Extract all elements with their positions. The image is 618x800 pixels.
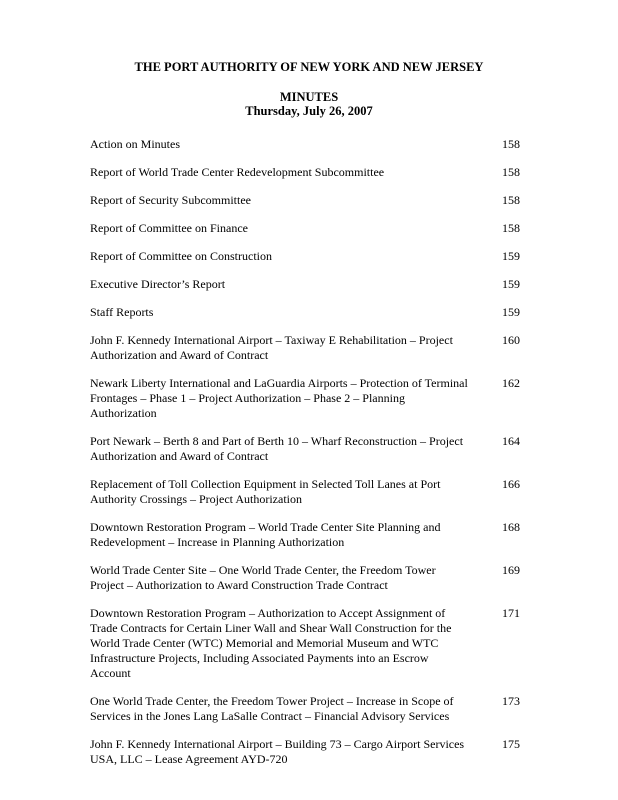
- toc-entry-title: Downtown Restoration Program – Authorization to Accept Assignment of Trade Contracts for Certain Liner Wall and Shear Wall Construction for the World Trade Center (WTC) Memorial and Memorial Museum and WTC Infrastructure Projects, Including Associated Payments into an Escrow Account: [90, 606, 452, 680]
- toc-entry-title: John F. Kennedy International Airport – Building 73 – Cargo Airport Services USA, LLC – Lease Agreement AYD-720: [90, 737, 465, 766]
- toc-entry-title: Executive Director’s Report: [90, 277, 226, 291]
- toc-entry-page: 159: [502, 305, 520, 319]
- toc-entry: [90, 434, 520, 464]
- toc-entry-page: 158: [502, 165, 520, 179]
- section-title: MINUTES: [279, 90, 339, 104]
- toc-entry: [90, 305, 520, 320]
- toc-entry-title: Staff Reports: [90, 305, 154, 319]
- toc-entry-page: 158: [502, 137, 520, 151]
- organization-title: THE PORT AUTHORITY OF NEW YORK AND NEW JERSEY: [134, 60, 484, 74]
- toc-entry-title: Port Newark – Berth 8 and Part of Berth 10 – Wharf Reconstruction – Project Authorization and Award of Contract: [90, 434, 464, 463]
- toc-entry-page: 168: [502, 520, 520, 534]
- toc-entry-title: Report of Security Subcommittee: [90, 193, 251, 207]
- toc-entry: [90, 606, 520, 681]
- toc-entry-title: Replacement of Toll Collection Equipment in Selected Toll Lanes at Port Authority Crossings – Project Authorization: [90, 477, 441, 506]
- toc-entry-title: One World Trade Center, the Freedom Tower Project – Increase in Scope of Services in the Jones Lang LaSalle Contract – Financial Advisory Services: [90, 694, 454, 723]
- toc-entry-page: 169: [502, 563, 520, 577]
- toc-entry-page: 173: [502, 694, 520, 708]
- toc-entry-title: John F. Kennedy International Airport – Taxiway E Rehabilitation – Project Authorization and Award of Contract: [90, 333, 453, 362]
- toc-entry-page: 159: [502, 277, 520, 291]
- toc-entry-page: 175: [502, 737, 520, 751]
- toc-entry-title: Action on Minutes: [90, 137, 180, 151]
- table-of-contents: [90, 124, 520, 767]
- toc-entry: [90, 737, 520, 767]
- toc-entry: [90, 277, 520, 292]
- toc-entry: [90, 221, 520, 236]
- toc-entry: [90, 193, 520, 208]
- toc-entry-title: World Trade Center Site – One World Trade Center, the Freedom Tower Project – Authorization to Award Construction Trade Contract: [90, 563, 436, 592]
- toc-entry-page: 162: [502, 376, 520, 390]
- toc-entry-page: 166: [502, 477, 520, 491]
- toc-entry: [90, 477, 520, 507]
- toc-entry-page: 160: [502, 333, 520, 347]
- toc-entry-page: 164: [502, 434, 520, 448]
- toc-entry-title: Report of Committee on Construction: [90, 249, 272, 263]
- toc-entry-page: 158: [502, 221, 520, 235]
- toc-entry-page: 158: [502, 193, 520, 207]
- toc-entry: [90, 165, 520, 180]
- toc-entry: [90, 249, 520, 264]
- toc-entry: [90, 520, 520, 550]
- toc-entry: [90, 333, 520, 363]
- toc-entry: [90, 137, 520, 152]
- toc-entry-page: 159: [502, 249, 520, 263]
- toc-entry: [90, 563, 520, 593]
- meeting-date: Thursday, July 26, 2007: [245, 104, 373, 118]
- toc-entry-title: Downtown Restoration Program – World Trade Center Site Planning and Redevelopment – Increase in Planning Authorization: [90, 520, 441, 549]
- toc-entry: [90, 376, 520, 421]
- toc-entry-title: Report of Committee on Finance: [90, 221, 248, 235]
- toc-entry-title: Newark Liberty International and LaGuardia Airports – Protection of Terminal Frontages – Phase 1 – Project Authorization – Phase 2 – Planning Authorization: [90, 376, 468, 420]
- toc-entry-page: 171: [502, 606, 520, 620]
- toc-entry: [90, 694, 520, 724]
- toc-entry-title: Report of World Trade Center Redevelopment Subcommittee: [90, 165, 385, 179]
